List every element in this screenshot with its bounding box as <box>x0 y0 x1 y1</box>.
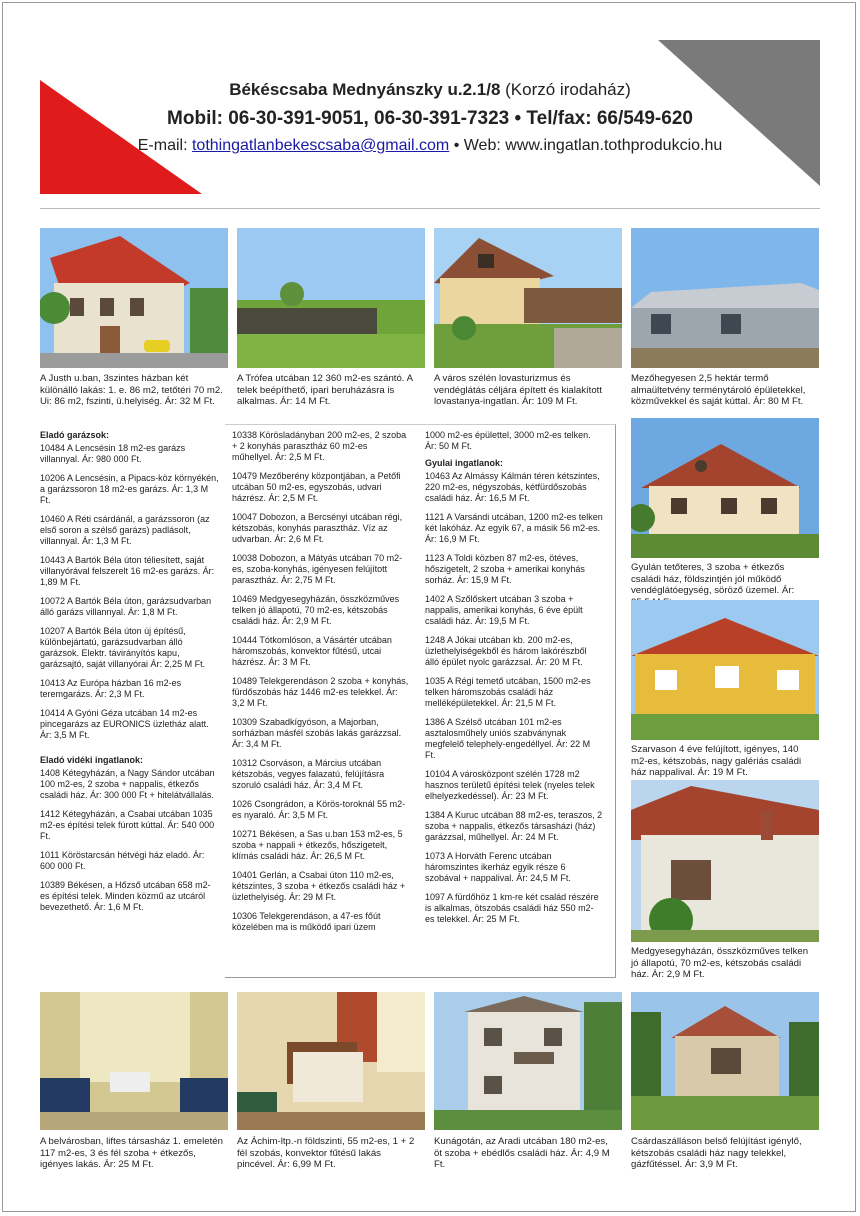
caption-csardaszallas: Csárdaszálláson belső felújítást igénylő, kétszobás családi ház nagy telekkel, gázfűtéssel. Ár: 3,9 M Ft. <box>631 1136 802 1170</box>
caption-achim-flat: Az Áchim-ltp.-n földszinti, 55 m2-es, 1 + 2 fél szobás, konvektor fűtésű lakás pincével. Ár: 6,99 M Ft. <box>237 1136 415 1170</box>
email-link[interactable]: tothingatlanbekescsaba@gmail.com <box>191 137 450 154</box>
listing-item: 10312 Csorváson, a Március utcában kétszobás, vegyes falazatú, felújításra szoruló családi ház. Ár: 3,4 M Ft. <box>232 758 385 790</box>
listing-item: 10413 Az Európa házban 16 m2-es teremgarázs. Ár: 2,3 M Ft. <box>40 678 182 699</box>
listing-item: 10047 Dobozon, a Bercsényi utcában régi, kétszobás, konyhás parasztház. Víz az udvarban. Ár: 2,6 M Ft. <box>232 512 403 544</box>
listing-item: 10469 Medgyesegyházán, összközműves telken jó állapotú, 70 m2-es, kétszobás családi ház. Ár: 2,9 M Ft. <box>232 594 400 626</box>
listing-item: 1402 A Szőlőskert utcában 3 szoba + nappalis, amerikai konyhás, 6 éve épült családi ház. Ár: 19,5 M Ft. <box>425 594 583 626</box>
heading-rural: Eladó vidéki ingatlanok: <box>40 755 144 765</box>
caption-kunagota-house: Kunágotán, az Aradi utcában 180 m2-es, öt szoba + ebédlős családi ház. Ár: 4,9 M Ft. <box>434 1136 610 1170</box>
caption-medgyesegyhaza: Medgyesegyházán, összközműves telken jó állapotú, 70 m2-es, kétszobás családi ház. Ár: 2,9 M Ft. <box>631 946 809 980</box>
listing-item: 1097 A fürdőhöz 1 km-re két család részére is alkalmas, ötszobás családi ház 550 m2-es telekkel. Ár: 25 M Ft. <box>425 892 599 924</box>
photo-csardaszallas-house <box>631 992 819 1130</box>
heading-gyula: Gyulai ingatlanok: <box>425 458 504 468</box>
listing-item: 10338 Körösladányban 200 m2-es, 2 szoba + 2 konyhás parasztház 60 m2-es műhellyel. Ár: 2,5 M Ft. <box>232 430 407 462</box>
caption-justh-house: A Justh u.ban, 3szintes házban két különálló lakás: 1. e. 86 m2, tetőtéri 70 m2. Ui: 86 m2, fszinti, ü.helyiség. Ár: 32 M Ft. <box>40 373 223 407</box>
phone-numbers: Mobil: 06-30-391-9051, 06-30-391-7323 • Tel/fax: 66/549-620 <box>167 108 693 129</box>
listing-item: 1408 Kétegyházán, a Nagy Sándor utcában 100 m2-es, 2 szoba + nappalis, étkezős családi ház. Ár: 300 000 Ft + hitelátvállalás. <box>40 768 215 800</box>
photo-downtown-flat <box>40 992 228 1130</box>
photo-horse-farm <box>434 228 622 368</box>
photo-gyula-house <box>631 418 819 558</box>
listing-item: 1386 A Szélső utcában 101 m2-es asztalosműhely uniós szabványnak megfelelő telephely-engedéllyel. Ár: 22 M Ft. <box>425 717 591 760</box>
office-address: Békéscsaba Mednyánszky u.2.1/8 (Korzó irodaház) <box>229 80 631 99</box>
caption-gyula-house: Gyulán tetőteres, 3 szoba + étkezős családi ház, földszintjén jól működő vendéglátóegység, söröző üzemel. Ár: <box>631 562 795 596</box>
listing-item: 1248 A Jókai utcában kb. 200 m2-es, üzlethelyiségekből és három lakórészből álló épület nyolc garázzsal. Ár: 20 M Ft. <box>425 635 587 667</box>
listing-item: 10271 Békésen, a Sas u.ban 153 m2-es, 5 szoba + nappali + étkezős, hőszigetelt, klímás családi ház. Ár: 26,5 M Ft. <box>232 829 403 861</box>
contact-line: E-mail: tothingatlanbekescsaba@gmail.com • Web: www.ingatlan.tothprodukcio.hu <box>137 137 723 154</box>
listing-item: 1000 m2-es épülettel, 3000 m2-es telken. Ár: 50 M Ft. <box>425 430 591 451</box>
listing-item: 10414 A Gyóni Géza utcában 14 m2-es pincegarázs az EURONICS üzletház alatt. Ár: 3,5 M Ft. <box>40 708 209 740</box>
listing-item: 10038 Dobozon, a Mátyás utcában 70 m2-es, szoba-konyhás, igényesen felújított parasztház. Ár: 2,75 M Ft. <box>232 553 403 585</box>
photo-orchard-warehouse <box>631 228 819 368</box>
listing-item: 1026 Csongrádon, a Körös-toroknál 55 m2-es nyaraló. Ár: 3,5 M Ft. <box>232 799 406 820</box>
listing-item: 1123 A Toldi közben 87 m2-es, ötéves, hőszigetelt, 2 szoba + amerikai konyhás sorház. Ár: 15,9 M Ft. <box>425 553 585 585</box>
listing-item: 10460 A Réti csárdánál, a garázssoron (az első soron a szélső garázs) padlásolt, villannyal. Ár: 1,3 M Ft. <box>40 514 210 546</box>
listing-item: 10463 Az Almássy Kálmán téren kétszintes, 220 m2-es, négyszobás, kétfürdőszobás családi ház. Ár: 16,5 M Ft. <box>425 471 600 503</box>
listing-item: 10072 A Bartók Béla úton, garázsudvarban álló garázs villannyal. Ár: 1,8 M Ft. <box>40 596 212 617</box>
listing-item: 10207 A Bartók Béla úton új építésű, különbejártatú, garázsudvarban álló garázsok. Elektr. távirányítós kapu, garázsajtó, saját villanyórai Ár: 2,25 M Ft. <box>40 626 206 669</box>
web-address: • Web: www.ingatlan.tothprodukcio.hu <box>449 137 723 154</box>
photo-trofea-field <box>237 228 425 368</box>
photo-medgyesegyhaza-house <box>631 780 819 942</box>
listing-item: 10104 A városközpont szélén 1728 m2 hasznos területű építési telek (nyeles telek elhelyezkedéssel). Ár: 23 M Ft. <box>425 769 595 801</box>
listing-item: 1073 A Horváth Ferenc utcában háromszintes ikerház egyik része 6 szobával + nappalival. Ár: 24,5 M Ft. <box>425 851 571 883</box>
listing-item: 10306 Telekgerendáson, a 47-es főút közelében ma is működő ipari üzem <box>232 911 381 932</box>
listing-item: 1035 A Régi temető utcában, 1500 m2-es telken háromszobás családi ház melléképületekkel. Ár: 21,5 M Ft. <box>425 676 591 708</box>
listing-column-3 <box>425 430 603 933</box>
listing-item: 10489 Telekgerendáson 2 szoba + konyhás, fürdőszobás ház 1446 m2-es telekkel. Ár: 3,2 M Ft. <box>232 676 409 708</box>
listing-item: 1011 Köröstarcsán hétvégi ház eladó. Ár: 600 000 Ft. <box>40 850 205 871</box>
listing-item: 10389 Békésen, a Hőzső utcában 658 m2-es építési telek. Minden közmű az utcáról bevezethető. Ár: 1,6 M Ft. <box>40 880 211 912</box>
listing-item: 10309 Szabadkígyóson, a Majorban, sorházban másfél szobás lakás garázzsal. Ár: 3,4 M Ft. <box>232 717 402 749</box>
caption-trofea-field: A Trófea utcában 12 360 m2-es szántó. A telek beépíthető, ipari beruházásra is alkalmas. Ár: 14 M Ft. <box>237 373 413 407</box>
caption-szarvas-house: Szarvason 4 éve felújított, igényes, 140 m2-es, kétszobás, nagy galériás családi ház nappalival. Ár: 19 M Ft. <box>631 744 802 778</box>
listing-column-1 <box>40 430 220 921</box>
listing-item: 10206 A Lencsésin, a Pipacs-köz környékén, a garázssoron 18 m2-es garázs. Ár: 1,3 M Ft. <box>40 473 219 505</box>
caption-horse-farm: A város szélén lovasturizmus és vendéglátás céljára épített és kialakított lovastanya-ingatlan. Ár: 109 M Ft. <box>434 373 602 407</box>
caption-orchard: Mezőhegyesen 2,5 hektár termő almaültetvény terménytároló épületekkel, közművekkel és saját kúttal. Ár: 80 M Ft. <box>631 373 806 407</box>
listing-item: 10484 A Lencsésin 18 m2-es garázs villannyal. Ár: 980 000 Ft. <box>40 443 186 464</box>
listing-item: 10443 A Bartók Béla úton téliesített, saját villanyórával felszerelt 16 m2-es garázs. Ár: 1,89 M Ft. <box>40 555 215 587</box>
heading-garages: Eladó garázsok: <box>40 430 110 440</box>
listing-item: 10401 Gerlán, a Csabai úton 110 m2-es, kétszintes, 3 szoba + étkezős családi ház + üzlethelyiség. Ár: 29 M Ft. <box>232 870 406 902</box>
listing-item: 1121 A Varsándi utcában, 1200 m2-es telken két lakóház. Az egyik 67, a másik 56 m2-es. Ár: 16,9 M Ft. <box>425 512 603 544</box>
listing-column-2 <box>232 430 410 941</box>
listing-item: 1412 Kétegyházán, a Csabai utcában 1035 m2-es építési telek fúrott kúttal. Ár: 540 000 Ft. <box>40 809 215 841</box>
listing-item: 10479 Mezőberény központjában, a Petőfi utcában 50 m2-es, egyszobás, udvari házrész. Ár: 2,5 M Ft. <box>232 471 401 503</box>
listing-item: 10444 Tótkomlóson, a Vásártér utcában háromszobás, konvektor fűtésű, utcai házrész. Ár: 3 M Ft. <box>232 635 392 667</box>
header-divider <box>40 208 820 209</box>
photo-justh-house <box>40 228 228 368</box>
caption-downtown-flat: A belvárosban, liftes társasház 1. emeletén 117 m2-es, 3 és fél szoba + étkezős, igényes lakás. Ár: 25 M Ft. <box>40 1136 223 1170</box>
photo-achim-flat <box>237 992 425 1130</box>
photo-kunagota-house <box>434 992 622 1130</box>
photo-szarvas-house <box>631 600 819 740</box>
listing-item: 1384 A Kuruc utcában 88 m2-es, teraszos, 2 szoba + nappalis, étkezős társasházi (ház) garázzsal, műhellyel. Ár: 24 M Ft. <box>425 810 603 842</box>
